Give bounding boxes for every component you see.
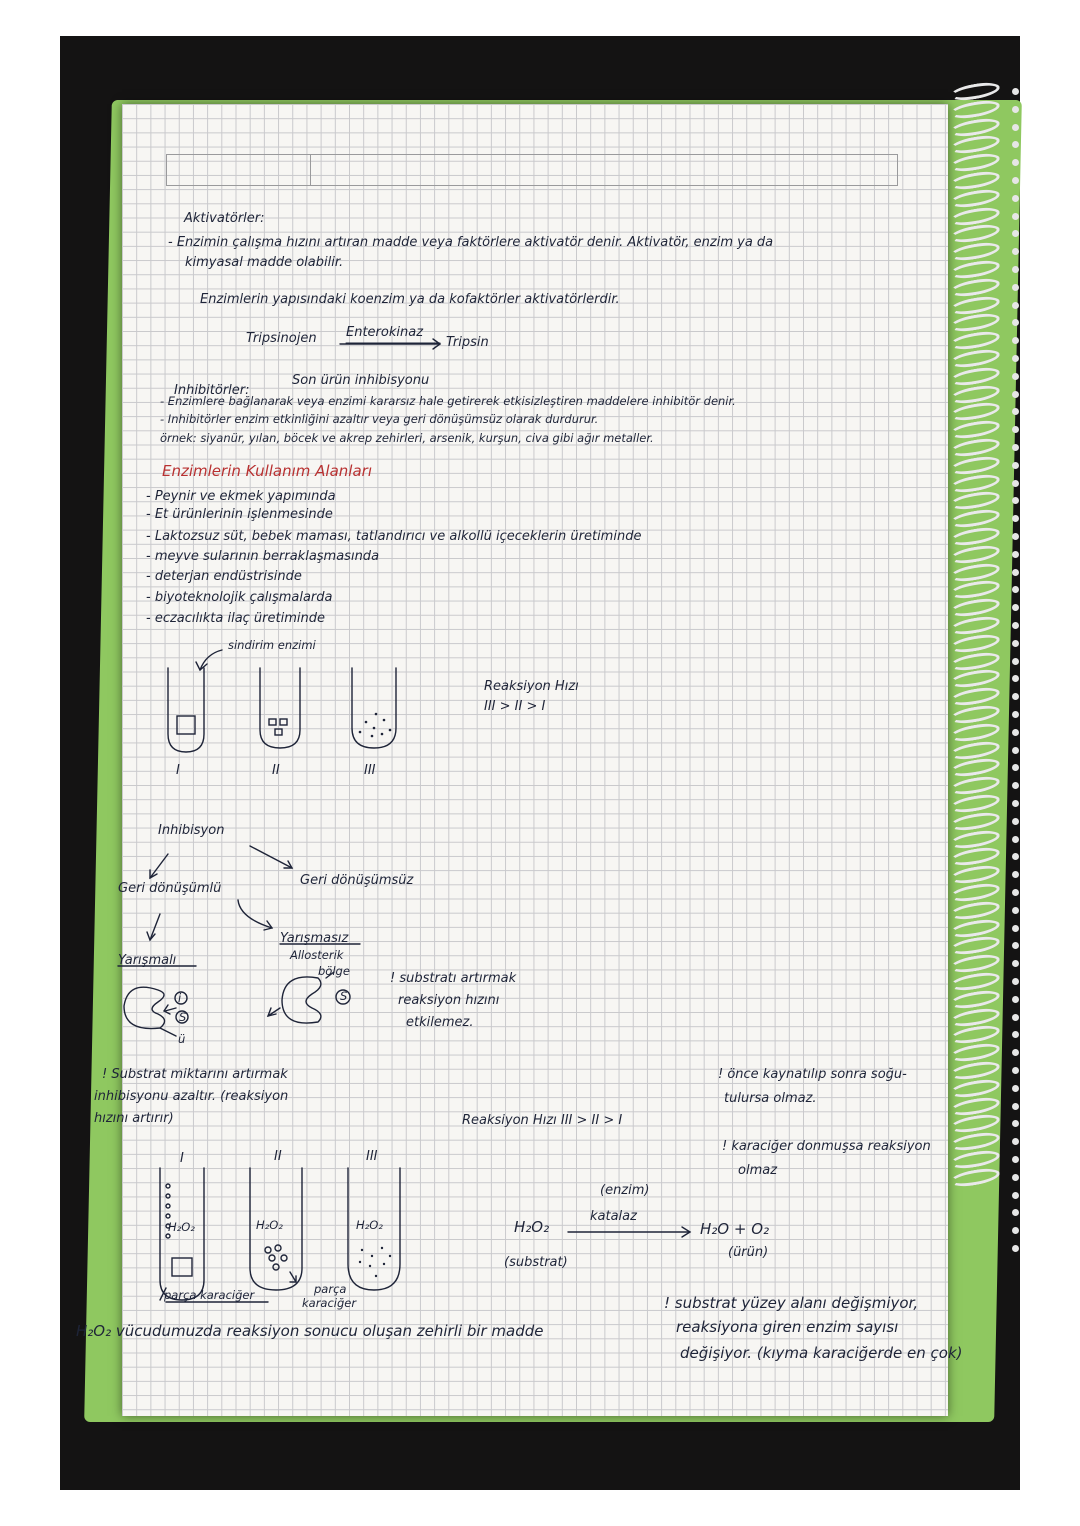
spiral-hole xyxy=(1012,391,1019,398)
spiral-hole xyxy=(1012,1103,1019,1110)
spiral-hole xyxy=(1012,1085,1019,1092)
usage-item: - Peynir ve ekmek yapımında xyxy=(146,489,336,504)
side-note2b: olmaz xyxy=(738,1163,778,1178)
spiral-hole xyxy=(1012,658,1019,665)
spiral-hole xyxy=(1012,836,1019,843)
side-note2a: ! karaciğer donmuşsa reaksiyon xyxy=(722,1139,931,1154)
tube-h2o2-label: H₂O₂ xyxy=(256,1218,283,1232)
liver-piece-label: parça xyxy=(314,1282,347,1296)
liver-tube-label: II xyxy=(274,1149,282,1164)
spiral-hole xyxy=(1012,1067,1019,1074)
substrate-symbol: S xyxy=(340,989,348,1003)
spiral-hole xyxy=(1012,266,1019,273)
spiral-hole xyxy=(1012,355,1019,362)
spiral-hole xyxy=(1012,213,1019,220)
spiral-hole xyxy=(1012,462,1019,469)
digestion-enzyme-label: sindirim enzimi xyxy=(228,638,316,652)
inhibition-irreversible: Geri dönüşümsüz xyxy=(300,873,414,888)
spiral-hole xyxy=(1012,907,1019,914)
spiral-hole xyxy=(1012,729,1019,736)
reaction-product: H₂O + O₂ xyxy=(700,1220,770,1238)
spiral-hole xyxy=(1012,124,1019,131)
liver-note2: inhibisyonu azaltır. (reaksiyon xyxy=(94,1089,289,1104)
activators-line1: - Enzimin çalışma hızını artıran madde veya faktörlere aktivatör denir. Aktivatör, enzim ya da xyxy=(168,235,774,250)
spiral-hole xyxy=(1012,480,1019,487)
inhibitors-example: örnek: siyanür, yılan, böcek ve akrep zehirleri, arsenik, kurşun, civa gibi ağır metaller. xyxy=(160,431,654,445)
side-note3b: reaksiyona giren enzim sayısı xyxy=(676,1318,899,1336)
spiral-hole xyxy=(1012,818,1019,825)
side-note3c: değişiyor. (kıyma karaciğerde en çok) xyxy=(680,1344,963,1362)
liver-rate: Reaksiyon Hızı III > II > I xyxy=(462,1113,623,1128)
activators-title: Aktivatörler: xyxy=(184,211,265,226)
spiral-hole xyxy=(1012,622,1019,629)
product-symbol: ü xyxy=(178,1032,186,1046)
spiral-hole xyxy=(1012,747,1019,754)
allosteric-label: Allosterik xyxy=(290,948,344,962)
spiral-hole xyxy=(1012,373,1019,380)
spiral-hole xyxy=(1012,800,1019,807)
inhibition-reversible: Geri dönüşümlü xyxy=(118,881,222,896)
spiral-hole xyxy=(1012,1014,1019,1021)
enterokinaz: Enterokinaz xyxy=(346,325,424,340)
tube-h2o2-label: H₂O₂ xyxy=(356,1218,383,1232)
digestion-tube-label: II xyxy=(272,763,280,778)
digestion-tube-label: I xyxy=(176,763,180,778)
spiral-hole xyxy=(1012,302,1019,309)
inhibition-note3: etkilemez. xyxy=(406,1015,474,1030)
liver-note1: ! Substrat miktarını artırmak xyxy=(102,1067,288,1082)
liver-piece-label: karaciğer xyxy=(302,1296,357,1310)
inhibition-competitive: Yarışmalı xyxy=(118,953,177,968)
spiral-hole xyxy=(1012,106,1019,113)
footer-note: H₂O₂ vücudumuzda reaksiyon sonucu oluşan zehirli bir madde xyxy=(76,1322,544,1340)
usage-item: - Laktozsuz süt, bebek maması, tatlandırıcı ve alkollü içeceklerin üretiminde xyxy=(146,529,642,544)
spiral-hole xyxy=(1012,925,1019,932)
spiral-hole xyxy=(1012,889,1019,896)
spiral-hole xyxy=(1012,978,1019,985)
tube-h2o2-label: H₂O₂ xyxy=(168,1220,195,1234)
spiral-hole xyxy=(1012,1174,1019,1181)
inhibitors-line2: - Inhibitörler enzim etkinliğini azaltır veya geri dönüşümsüz olarak durdurur. xyxy=(160,412,599,426)
usage-item: - biyoteknolojik çalışmalarda xyxy=(146,590,333,605)
inhibition-noncompetitive: Yarışmasız xyxy=(280,931,349,946)
spiral-hole xyxy=(1012,533,1019,540)
inhibition-note1: ! substratı artırmak xyxy=(390,971,517,986)
spiral-hole xyxy=(1012,996,1019,1003)
reaction-product-label: (ürün) xyxy=(728,1245,769,1260)
spiral-hole xyxy=(1012,444,1019,451)
liver-tube-label: III xyxy=(366,1149,378,1164)
spiral-hole xyxy=(1012,640,1019,647)
tripsin: Tripsin xyxy=(446,335,489,350)
usage-item: - Et ürünlerinin işlenmesinde xyxy=(146,507,333,522)
inhibitors-line1: - Enzimlere bağlanarak veya enzimi kararsız hale getirerek etkisizleştiren maddelere inhibitör denir. xyxy=(160,394,736,408)
usage-item: - deterjan endüstrisinde xyxy=(146,569,302,584)
reaction-enzyme: (enzim) xyxy=(600,1183,650,1198)
spiral-hole xyxy=(1012,711,1019,718)
inhibition-note2: reaksiyon hızını xyxy=(398,993,500,1008)
spiral-hole xyxy=(1012,177,1019,184)
spiral-hole xyxy=(1012,88,1019,95)
spiral-hole xyxy=(1012,551,1019,558)
inhibitor-symbol: i xyxy=(178,991,182,1005)
reaction-catalyst: katalaz xyxy=(590,1209,637,1224)
tripsinojen: Tripsinojen xyxy=(246,331,317,346)
spiral-hole xyxy=(1012,1156,1019,1163)
inhibitors-title: Inhibitörler: xyxy=(174,383,250,398)
usage-title: Enzimlerin Kullanım Alanları xyxy=(162,462,372,480)
spiral-hole xyxy=(1012,1192,1019,1199)
digestion-tube-label: III xyxy=(364,763,376,778)
liver-note3: hızını artırır) xyxy=(94,1111,174,1126)
activators-note: Enzimlerin yapısındaki koenzim ya da kofaktörler aktivatörlerdir. xyxy=(200,292,620,307)
reaction-substrate: H₂O₂ xyxy=(514,1218,550,1236)
inhibition-root: Inhibisyon xyxy=(158,823,225,838)
spiral-hole xyxy=(1012,1245,1019,1252)
usage-item: - meyve sularının berraklaşmasında xyxy=(146,549,380,564)
side-note1a: ! önce kaynatılıp sonra soğu- xyxy=(718,1067,907,1082)
reaction-substrate-label: (substrat) xyxy=(504,1255,568,1270)
digestion-rate-title: Reaksiyon Hızı xyxy=(484,679,579,694)
spiral-hole xyxy=(1012,195,1019,202)
side-note1b: tulursa olmaz. xyxy=(724,1091,817,1106)
spiral-hole xyxy=(1012,569,1019,576)
side-note3a: ! substrat yüzey alanı değişmiyor, xyxy=(664,1294,919,1312)
spiral-hole xyxy=(1012,284,1019,291)
digestion-rate-order: III > II > I xyxy=(484,699,546,714)
usage-item: - eczacılıkta ilaç üretiminde xyxy=(146,611,325,626)
inhibitors-subtitle: Son ürün inhibisyonu xyxy=(292,373,430,388)
allosteric-region-label: bölge xyxy=(318,964,350,978)
activators-line2: kimyasal madde olabilir. xyxy=(185,255,344,270)
liver-tube-label: I xyxy=(180,1151,184,1166)
substrate-symbol: S xyxy=(179,1010,187,1024)
liver-piece-label: parça karaciğer xyxy=(164,1288,255,1302)
